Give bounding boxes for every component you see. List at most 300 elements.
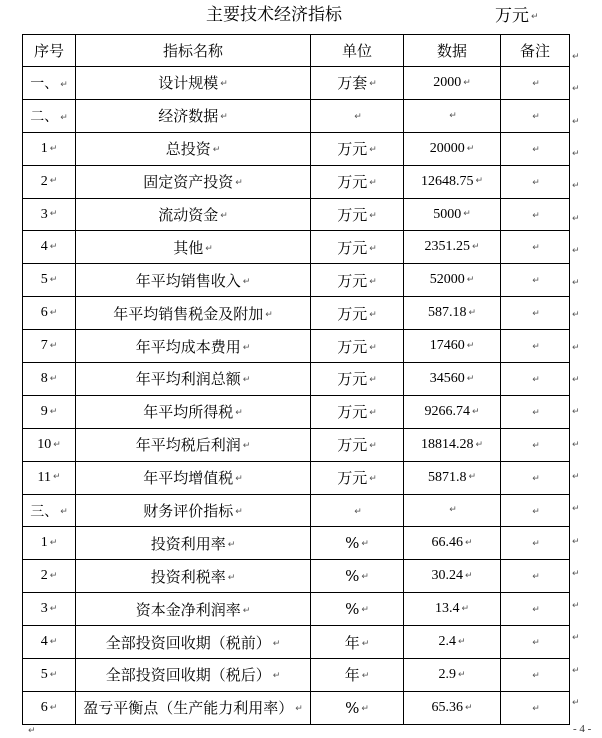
paragraph-mark-icon: ↵ — [354, 111, 362, 122]
cell-name — [76, 297, 311, 330]
paragraph-mark-icon: ↵ — [532, 210, 540, 221]
cell-no — [23, 165, 76, 198]
paragraph-mark-icon: ↵ — [532, 572, 540, 583]
table-row — [23, 67, 570, 100]
paragraph-mark-icon: ↵ — [369, 309, 377, 320]
paragraph-mark-icon: ↵ — [369, 178, 377, 189]
paragraph-mark-icon: ↵ — [235, 474, 243, 485]
cell-note — [501, 132, 570, 165]
cell-value — [404, 494, 501, 527]
paragraph-mark-icon: ↵ — [28, 726, 36, 736]
paragraph-mark-icon: ↵ — [475, 439, 484, 450]
cell-unit — [311, 494, 404, 527]
paragraph-mark-icon: ↵ — [449, 110, 457, 121]
paragraph-mark-icon: ↵ — [572, 278, 580, 289]
cell-text: 13.4 — [434, 601, 460, 617]
paragraph-mark-icon: ↵ — [532, 309, 540, 320]
paragraph-mark-icon: ↵ — [49, 702, 58, 713]
paragraph-mark-icon: ↵ — [572, 245, 580, 256]
paragraph-mark-icon: ↵ — [49, 406, 58, 417]
cell-no — [23, 297, 76, 330]
header-unit: 单位 — [311, 35, 404, 67]
cell-no — [23, 428, 76, 461]
paragraph-mark-icon: ↵ — [532, 144, 540, 155]
paragraph-mark-icon: ↵ — [532, 243, 540, 254]
cell-unit — [311, 67, 404, 100]
paragraph-mark-icon: ↵ — [369, 79, 377, 90]
cell-no — [23, 593, 76, 626]
cell-name — [76, 659, 311, 692]
paragraph-mark-icon: ↵ — [369, 145, 377, 156]
cell-name — [76, 231, 311, 264]
paragraph-mark-icon: ↵ — [369, 375, 377, 386]
cell-text: 4 — [40, 239, 48, 255]
cell-text: 全部投资回收期（税前） — [105, 633, 271, 652]
cell-name — [76, 593, 311, 626]
table-header-row — [23, 35, 570, 67]
paragraph-mark-icon: ↵ — [475, 176, 484, 187]
cell-name — [76, 198, 311, 231]
cell-text: 万元 — [337, 238, 368, 257]
header-note: 备注 — [501, 35, 570, 67]
cell-text: 万元 — [337, 469, 368, 488]
table-body — [23, 67, 570, 725]
paragraph-mark-icon: ↵ — [60, 79, 68, 90]
cell-text: 3 — [40, 601, 48, 617]
cell-text: 8 — [40, 370, 48, 386]
cell-name — [76, 691, 311, 724]
paragraph-mark-icon: ↵ — [220, 211, 228, 221]
cell-text: 年平均税后利润 — [135, 436, 241, 455]
paragraph-mark-icon: ↵ — [369, 342, 377, 353]
cell-no — [23, 626, 76, 659]
paragraph-mark-icon: ↵ — [468, 472, 477, 483]
paragraph-mark-icon: ↵ — [242, 375, 251, 386]
paragraph-mark-icon: ↵ — [532, 374, 540, 385]
paragraph-mark-icon: ↵ — [466, 143, 475, 154]
paragraph-mark-icon: ↵ — [457, 669, 466, 680]
cell-no — [23, 527, 76, 560]
cell-name — [76, 165, 311, 198]
paragraph-mark-icon: ↵ — [532, 177, 540, 188]
paragraph-mark-icon: ↵ — [354, 506, 362, 517]
cell-note — [501, 691, 570, 724]
table-row — [23, 330, 570, 363]
cell-text: 9266.74 — [424, 403, 470, 419]
paragraph-mark-icon: ↵ — [60, 112, 68, 123]
paragraph-mark-icon: ↵ — [464, 538, 473, 549]
cell-note — [501, 428, 570, 461]
paragraph-mark-icon: ↵ — [461, 603, 470, 614]
paragraph-mark-icon: ↵ — [572, 536, 580, 547]
paragraph-mark-icon: ↵ — [361, 638, 370, 649]
cell-no — [23, 67, 76, 100]
cell-text: 2351.25 — [424, 239, 470, 255]
cell-text: 万元 — [337, 271, 368, 290]
cell-note — [501, 363, 570, 396]
paragraph-mark-icon: ↵ — [572, 148, 580, 159]
cell-unit — [311, 428, 404, 461]
paragraph-mark-icon: ↵ — [49, 143, 58, 154]
cell-name — [76, 560, 311, 593]
paragraph-mark-icon: ↵ — [227, 572, 236, 583]
paragraph-mark-icon: ↵ — [235, 408, 243, 419]
paragraph-mark-icon: ↵ — [572, 439, 580, 450]
cell-text: 5871.8 — [427, 469, 467, 485]
cell-name — [76, 626, 311, 659]
paragraph-mark-icon: ↵ — [227, 539, 236, 550]
cell-text: % — [345, 600, 360, 619]
cell-note — [501, 67, 570, 100]
paragraph-mark-icon: ↵ — [466, 275, 475, 286]
cell-text: 587.18 — [427, 305, 467, 321]
cell-text: 流动资金 — [158, 206, 219, 224]
cell-unit — [311, 99, 404, 132]
paragraph-mark-icon: ↵ — [212, 145, 221, 156]
paragraph-mark-icon: ↵ — [60, 507, 68, 518]
paragraph-mark-icon: ↵ — [49, 571, 58, 582]
paragraph-mark-icon: ↵ — [220, 79, 228, 90]
cell-value — [404, 231, 501, 264]
cell-note — [501, 560, 570, 593]
cell-note — [501, 626, 570, 659]
cell-text: 固定资产投资 — [143, 173, 234, 192]
cell-text: % — [345, 698, 360, 717]
cell-text: 9 — [40, 403, 48, 419]
cell-text: 17460 — [429, 338, 465, 354]
cell-note — [501, 494, 570, 527]
paragraph-mark-icon: ↵ — [49, 373, 58, 384]
cell-text: 万元 — [337, 140, 368, 159]
paragraph-mark-icon: ↵ — [468, 307, 477, 318]
cell-text: 4 — [40, 634, 48, 650]
paragraph-mark-icon: ↵ — [466, 340, 475, 351]
cell-value — [404, 67, 501, 100]
table-row — [23, 691, 570, 724]
paragraph-mark-icon: ↵ — [361, 605, 369, 616]
paragraph-mark-icon: ↵ — [52, 472, 61, 483]
cell-note — [501, 330, 570, 363]
cell-no — [23, 132, 76, 165]
paragraph-mark-icon: ↵ — [369, 408, 377, 419]
paragraph-mark-icon: ↵ — [295, 704, 303, 715]
cell-text: 5000 — [433, 206, 462, 222]
paragraph-mark-icon: ↵ — [532, 473, 540, 484]
cell-text: 盈亏平衡点（生产能力利用率） — [83, 699, 294, 718]
cell-name — [76, 264, 311, 297]
cell-value — [404, 330, 501, 363]
table-row — [23, 297, 570, 330]
cell-unit — [311, 330, 404, 363]
cell-text: 2.9 — [438, 666, 456, 682]
cell-text: 1 — [40, 535, 48, 551]
cell-value — [404, 297, 501, 330]
cell-text: 3 — [40, 206, 48, 222]
cell-unit — [311, 659, 404, 692]
cell-no — [23, 494, 76, 527]
cell-unit — [311, 198, 404, 231]
page-number: - 4 - — [573, 723, 592, 735]
paragraph-mark-icon: ↵ — [572, 698, 580, 708]
cell-name — [76, 527, 311, 560]
cell-text: 万元 — [337, 304, 368, 323]
cell-text: 投资利用率 — [150, 534, 226, 553]
paragraph-mark-icon: ↵ — [572, 471, 580, 482]
paragraph-mark-icon: ↵ — [49, 669, 58, 680]
cell-text: 52000 — [429, 272, 465, 288]
cell-text: 经济数据 — [158, 107, 219, 126]
cell-text: 万套 — [337, 74, 368, 93]
cell-name — [76, 461, 311, 494]
cell-text: 资本金净利润率 — [135, 600, 241, 619]
table-row — [23, 494, 570, 527]
cell-name — [76, 428, 311, 461]
cell-text: % — [345, 567, 360, 586]
table-row — [23, 264, 570, 297]
paragraph-mark-icon: ↵ — [572, 407, 580, 418]
cell-unit — [311, 461, 404, 494]
table-row — [23, 165, 570, 198]
paragraph-mark-icon: ↵ — [531, 11, 539, 22]
cell-text: 万元 — [337, 436, 368, 455]
cell-text: 2000 — [433, 74, 462, 90]
cell-no — [23, 659, 76, 692]
paragraph-mark-icon: ↵ — [49, 209, 58, 220]
table-row — [23, 560, 570, 593]
paragraph-mark-icon: ↵ — [361, 671, 370, 682]
cell-text: 其他 — [173, 238, 204, 257]
paragraph-mark-icon: ↵ — [572, 116, 580, 127]
table-row — [23, 593, 570, 626]
paragraph-mark-icon: ↵ — [532, 440, 540, 451]
cell-text: 66.46 — [431, 535, 463, 551]
paragraph-mark-icon: ↵ — [532, 342, 540, 353]
cell-note — [501, 198, 570, 231]
cell-text: 12648.75 — [420, 173, 474, 189]
unit-label: 万元 ↵ — [495, 6, 539, 26]
cell-no — [23, 99, 76, 132]
paragraph-mark-icon: ↵ — [532, 539, 540, 550]
cell-text: 2 — [40, 568, 48, 584]
cell-value — [404, 395, 501, 428]
cell-note — [501, 395, 570, 428]
cell-value — [404, 560, 501, 593]
cell-note — [501, 99, 570, 132]
cell-no — [23, 461, 76, 494]
cell-text: 投资利税率 — [150, 567, 226, 586]
cell-name — [76, 67, 311, 100]
cell-text: 财务评价指标 — [143, 502, 234, 521]
paragraph-mark-icon: ↵ — [572, 52, 580, 62]
paragraph-mark-icon: ↵ — [532, 407, 540, 418]
cell-text: 万元 — [337, 337, 368, 356]
cell-text: 一、 — [30, 76, 59, 92]
cell-no — [23, 231, 76, 264]
cell-unit — [311, 593, 404, 626]
cell-text: 年平均所得税 — [143, 403, 234, 422]
cell-no — [23, 330, 76, 363]
cell-note — [501, 659, 570, 692]
paragraph-mark-icon: ↵ — [532, 670, 540, 681]
paragraph-mark-icon: ↵ — [369, 211, 377, 221]
paragraph-mark-icon: ↵ — [242, 605, 251, 616]
header-no: 序号 — [23, 35, 76, 67]
paragraph-mark-icon: ↵ — [532, 276, 540, 287]
cell-unit — [311, 626, 404, 659]
paragraph-mark-icon: ↵ — [53, 439, 61, 450]
cell-text: 万元 — [337, 173, 368, 192]
cell-text: 年 — [344, 666, 360, 685]
cell-text: 65.36 — [431, 699, 463, 715]
cell-unit — [311, 691, 404, 724]
cell-note — [501, 593, 570, 626]
table-row — [23, 461, 570, 494]
paragraph-mark-icon: ↵ — [572, 213, 580, 224]
cell-text: 34560 — [429, 370, 465, 386]
cell-value — [404, 363, 501, 396]
cell-unit — [311, 527, 404, 560]
cell-text: 20000 — [429, 140, 465, 156]
paragraph-mark-icon: ↵ — [369, 243, 377, 254]
cell-text: 5 — [40, 666, 48, 682]
paragraph-mark-icon: ↵ — [361, 539, 369, 550]
cell-unit — [311, 297, 404, 330]
paragraph-mark-icon: ↵ — [49, 275, 58, 286]
cell-no — [23, 395, 76, 428]
paragraph-mark-icon: ↵ — [449, 505, 457, 516]
table-row — [23, 231, 570, 264]
cell-text: 年平均成本费用 — [135, 337, 241, 356]
paragraph-mark-icon: ↵ — [369, 276, 377, 287]
cell-text: 万元 — [337, 206, 368, 224]
cell-text: 设计规模 — [158, 74, 219, 93]
paragraph-mark-icon: ↵ — [464, 571, 473, 582]
paragraph-mark-icon: ↵ — [220, 112, 228, 123]
cell-text: 年平均增值税 — [143, 469, 234, 488]
indicators-table — [22, 34, 570, 725]
cell-text: 年平均利润总额 — [135, 370, 241, 389]
cell-name — [76, 363, 311, 396]
cell-text: 2.4 — [438, 634, 456, 650]
cell-text: 全部投资回收期（税后） — [105, 666, 271, 685]
cell-value — [404, 461, 501, 494]
cell-text: 30.24 — [431, 568, 463, 584]
table-row — [23, 527, 570, 560]
paragraph-mark-icon: ↵ — [572, 310, 580, 321]
cell-text: 年平均销售税金及附加 — [113, 304, 264, 323]
cell-name — [76, 395, 311, 428]
table-row — [23, 428, 570, 461]
cell-text: 二、 — [30, 109, 59, 125]
paragraph-mark-icon: ↵ — [572, 633, 580, 644]
paragraph-mark-icon: ↵ — [532, 605, 540, 616]
paragraph-mark-icon: ↵ — [572, 504, 580, 515]
paragraph-mark-icon: ↵ — [532, 638, 540, 649]
paragraph-mark-icon: ↵ — [457, 636, 466, 647]
cell-note — [501, 527, 570, 560]
cell-no — [23, 198, 76, 231]
paragraph-mark-icon: ↵ — [532, 703, 540, 714]
cell-value — [404, 593, 501, 626]
paragraph-mark-icon: ↵ — [361, 703, 369, 714]
cell-name — [76, 99, 311, 132]
table-row — [23, 626, 570, 659]
cell-text: 万元 — [337, 403, 368, 422]
paragraph-mark-icon: ↵ — [471, 242, 480, 253]
document-title: 主要技术经济指标 — [206, 5, 342, 25]
cell-text: 总投资 — [165, 140, 211, 159]
header-name: 指标名称 — [76, 35, 311, 67]
paragraph-mark-icon: ↵ — [369, 441, 377, 452]
cell-value — [404, 264, 501, 297]
cell-note — [501, 264, 570, 297]
paragraph-mark-icon: ↵ — [242, 441, 251, 452]
cell-unit — [311, 395, 404, 428]
cell-note — [501, 461, 570, 494]
cell-unit — [311, 363, 404, 396]
cell-note — [501, 231, 570, 264]
cell-text: 6 — [40, 305, 48, 321]
paragraph-mark-icon: ↵ — [572, 568, 580, 579]
cell-value — [404, 626, 501, 659]
cell-text: 5 — [40, 272, 48, 288]
paragraph-mark-icon: ↵ — [572, 342, 580, 353]
table-row — [23, 659, 570, 692]
paragraph-mark-icon: ↵ — [471, 406, 480, 417]
paragraph-mark-icon: ↵ — [49, 307, 58, 318]
cell-no — [23, 363, 76, 396]
cell-text: 11 — [37, 469, 51, 485]
paragraph-mark-icon: ↵ — [572, 375, 580, 385]
cell-text: % — [345, 534, 360, 553]
paragraph-mark-icon: ↵ — [242, 276, 251, 287]
cell-text: 三、 — [30, 504, 59, 520]
paragraph-mark-icon: ↵ — [463, 209, 471, 220]
cell-unit — [311, 165, 404, 198]
paragraph-mark-icon: ↵ — [49, 538, 58, 549]
paragraph-mark-icon: ↵ — [49, 242, 58, 253]
cell-value — [404, 691, 501, 724]
cell-text: 2 — [40, 173, 48, 189]
cell-text: 7 — [40, 338, 48, 354]
header-value: 数据 — [404, 35, 501, 67]
cell-text: 1 — [40, 140, 48, 156]
cell-text: 6 — [40, 699, 48, 715]
paragraph-mark-icon: ↵ — [242, 342, 251, 353]
paragraph-mark-icon: ↵ — [272, 671, 281, 682]
cell-no — [23, 264, 76, 297]
table-row — [23, 99, 570, 132]
cell-name — [76, 132, 311, 165]
paragraph-mark-icon: ↵ — [265, 309, 273, 320]
cell-text: 年平均销售收入 — [135, 271, 241, 290]
cell-value — [404, 198, 501, 231]
paragraph-mark-icon: ↵ — [235, 178, 243, 189]
cell-unit — [311, 560, 404, 593]
paragraph-mark-icon: ↵ — [205, 243, 213, 254]
table-row — [23, 198, 570, 231]
paragraph-mark-icon: ↵ — [466, 373, 475, 384]
paragraph-mark-icon: ↵ — [572, 84, 580, 95]
cell-no — [23, 691, 76, 724]
paragraph-mark-icon: ↵ — [361, 572, 369, 583]
paragraph-mark-icon: ↵ — [49, 176, 58, 187]
paragraph-mark-icon: ↵ — [572, 665, 580, 676]
cell-value — [404, 99, 501, 132]
cell-text: 万元 — [337, 370, 368, 389]
paragraph-mark-icon: ↵ — [49, 636, 58, 647]
cell-text: 18814.28 — [420, 436, 474, 452]
